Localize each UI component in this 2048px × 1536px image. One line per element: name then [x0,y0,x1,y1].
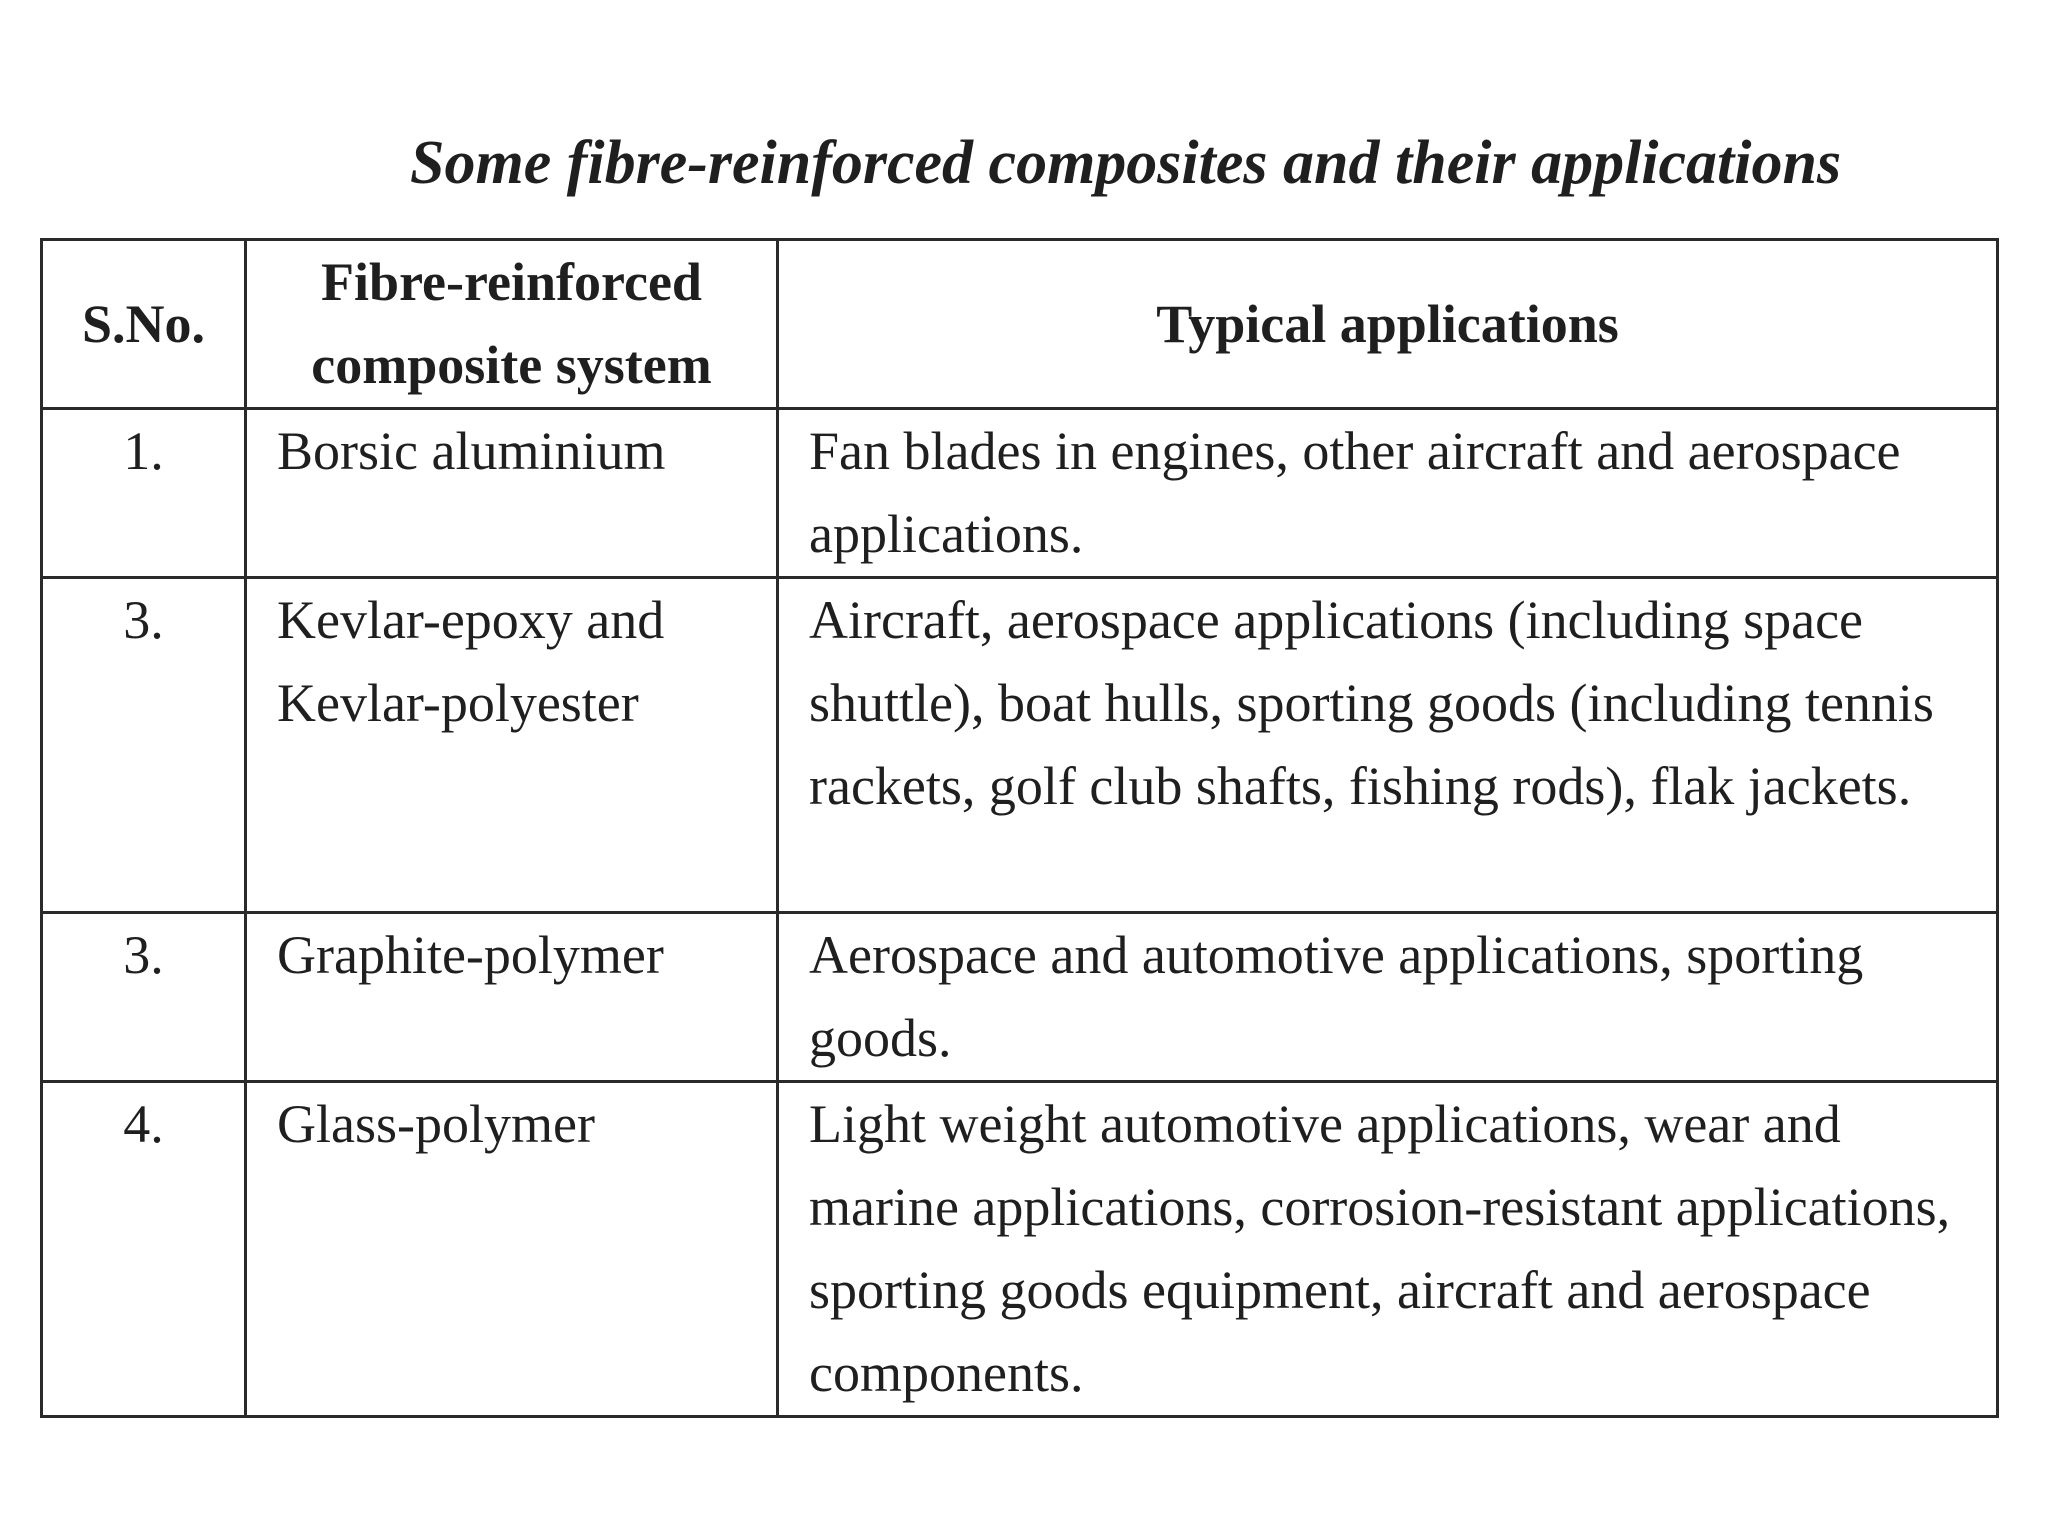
header-system-line2: composite system [311,335,712,395]
cell-composite-system: Glass-polymer [246,1082,778,1417]
cell-sno: 1. [42,409,246,578]
table-row [42,409,1998,578]
table-caption: Some fibre-reinforced composites and their applications [410,129,1842,197]
header-sno-label: S.No. [81,293,206,354]
header-composite-system [246,240,778,409]
table-row [42,1082,1998,1417]
header-typical-applications [778,240,1998,409]
composites-table [40,238,1999,1418]
header-system-line1: Fibre-reinforced [321,252,702,312]
cell-composite-system: Kevlar-epoxy and Kevlar-polyester [246,578,778,913]
table-row [42,913,1998,1082]
cell-applications: Aircraft, aerospace applications (including space shuttle), boat hulls, sporting goods (including tennis rackets, golf club shafts, fishing rods), flak jackets. [778,578,1998,913]
cell-applications: Fan blades in engines, other aircraft and aerospace applications. [778,409,1998,578]
table-header-row [42,240,1998,409]
table-row [42,578,1998,913]
cell-sno: 3. [42,913,246,1082]
cell-sno: 4. [42,1082,246,1417]
cell-applications: Light weight automotive applications, wear and marine applications, corrosion-resistant applications, sporting goods equipment, aircraft and aerospace components. [778,1082,1998,1417]
cell-applications: Aerospace and automotive applications, sporting goods. [778,913,1998,1082]
header-applications-label: Typical applications [1156,293,1619,354]
header-sno [42,240,246,409]
cell-composite-system: Borsic aluminium [246,409,778,578]
cell-composite-system: Graphite-polymer [246,913,778,1082]
cell-sno: 3. [42,578,246,913]
